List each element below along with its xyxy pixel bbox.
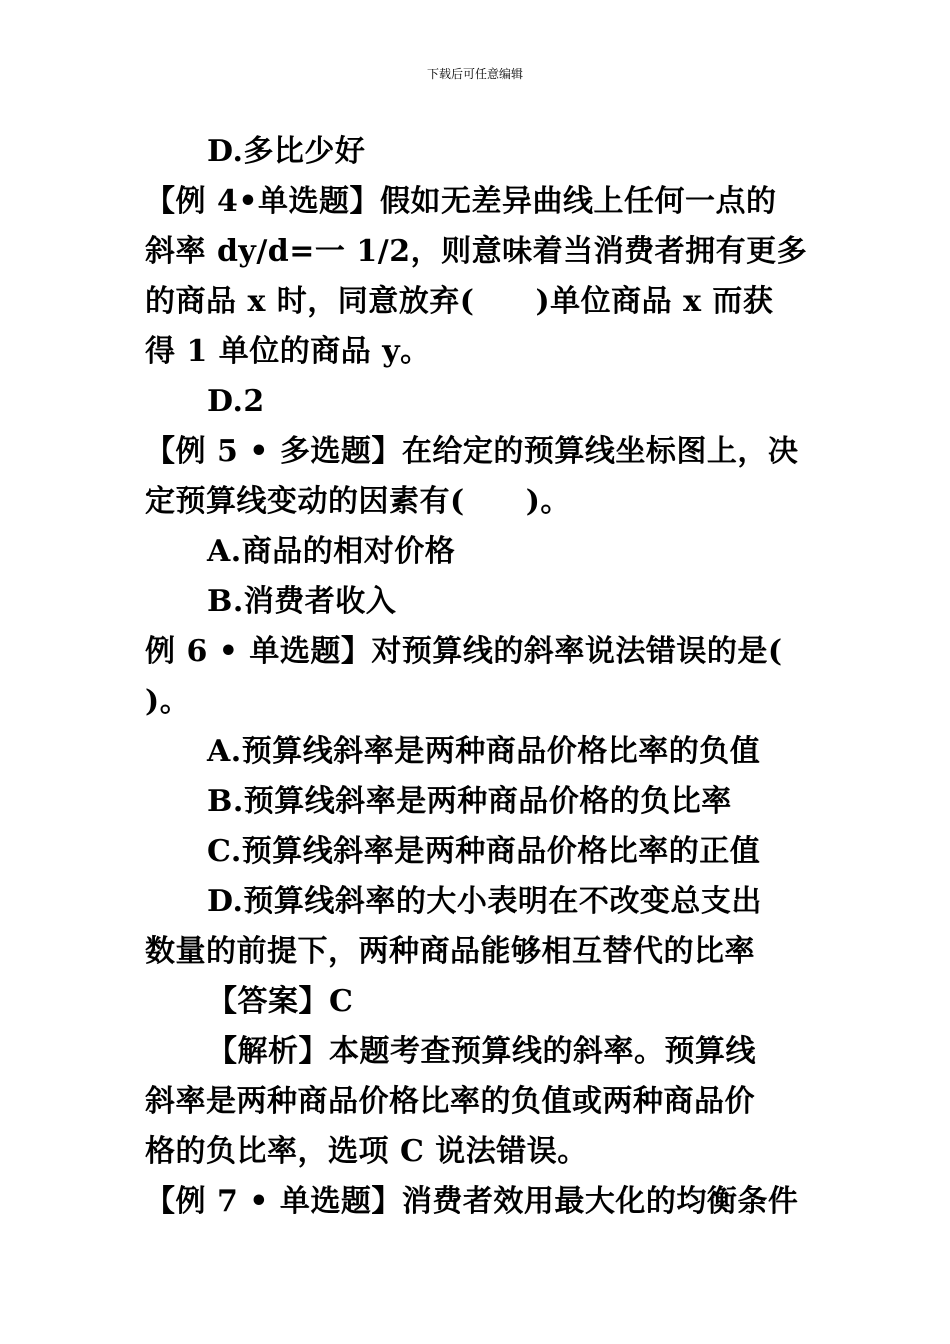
example-4-option-d: D.2: [207, 384, 265, 419]
document-body: [145, 127, 810, 1227]
analysis-line-1: 【解析】本题考查预算线的斜率。预算线: [207, 1034, 756, 1069]
analysis-line-2: 斜率是两种商品价格比率的负值或两种商品价: [145, 1084, 755, 1119]
example-6-line-2: )。: [145, 684, 191, 719]
example-6-option-d-line-2: 数量的前提下，两种商品能够相互替代的比率: [145, 934, 755, 969]
example-7-line-1: 【例 7 • 单选题】消费者效用最大化的均衡条件: [145, 1184, 799, 1219]
answer-line: 【答案】C: [207, 984, 354, 1019]
example-6-line-1: 例 6 • 单选题】对预算线的斜率说法错误的是(: [145, 634, 783, 669]
example-6-option-c: C.预算线斜率是两种商品价格比率的正值: [207, 834, 761, 869]
option-d-line: D.多比少好: [207, 134, 366, 169]
example-5-line-2: 定预算线变动的因素有( )。: [145, 484, 571, 519]
example-5-line-1: 【例 5 • 多选题】在给定的预算线坐标图上，决: [145, 434, 799, 469]
example-4-line-4: 得 1 单位的商品 y。: [145, 334, 431, 369]
example-6-option-b: B.预算线斜率是两种商品价格的负比率: [207, 784, 732, 819]
page-header: 下载后可任意编辑: [426, 67, 523, 81]
example-4-line-1: 【例 4•单选题】假如无差异曲线上任何一点的: [145, 184, 777, 219]
example-4-line-2: 斜率 dy/d=一 1/2，则意味着当消费者拥有更多: [145, 234, 808, 269]
example-6-option-d-line-1: D.预算线斜率的大小表明在不改变总支出: [207, 884, 762, 919]
example-4-line-3: 的商品 x 时，同意放弃( )单位商品 x 而获: [145, 284, 774, 319]
example-5-option-a: A.商品的相对价格: [207, 534, 456, 569]
analysis-line-3: 格的负比率，选项 C 说法错误。: [145, 1134, 588, 1169]
example-6-option-a: A.预算线斜率是两种商品价格比率的负值: [207, 734, 761, 769]
example-5-option-b: B.消费者收入: [207, 584, 397, 619]
